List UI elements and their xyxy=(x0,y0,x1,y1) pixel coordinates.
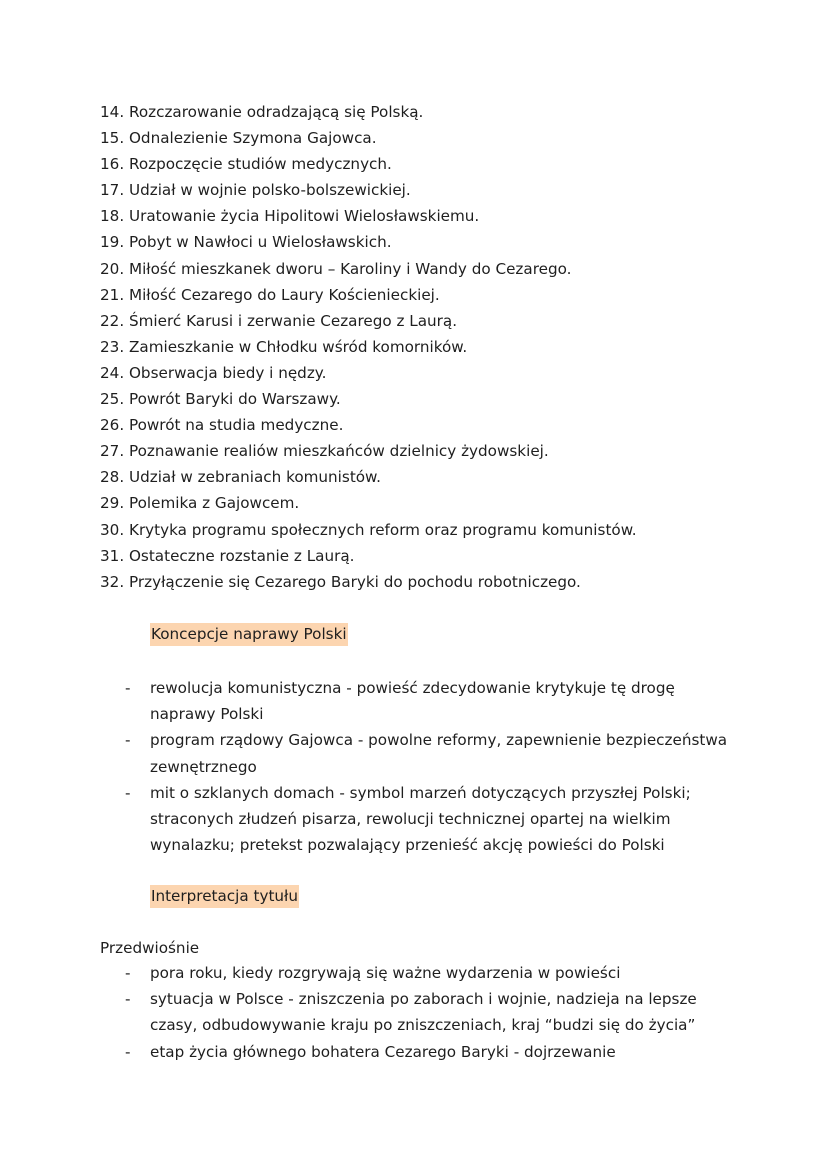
list-item: 17. Udział w wojnie polsko-bolszewickiej. xyxy=(100,181,411,200)
highlighted-heading-text: Koncepcje naprawy Polski xyxy=(150,623,348,646)
bullet-item xyxy=(0,780,730,859)
dash-bullet: - xyxy=(125,679,131,697)
list-item: 25. Powrót Baryki do Warszawy. xyxy=(100,390,341,409)
list-item: 15. Odnalezienie Szymona Gajowca. xyxy=(100,129,377,148)
bullet-item xyxy=(0,1039,730,1065)
list-item: 32. Przyłączenie się Cezarego Baryki do pochodu robotniczego. xyxy=(100,572,581,591)
dash-bullet: - xyxy=(125,783,131,802)
bullet-text: rewolucja komunistyczna - powieść zdecydowanie krytykuje tę drogę naprawy Polski xyxy=(150,679,675,724)
dash-bullet: - xyxy=(125,990,131,1009)
list-item: 24. Obserwacja biedy i nędzy. xyxy=(100,363,327,382)
list-item: 27. Poznawanie realiów mieszkańców dzielnicy żydowskiej. xyxy=(100,442,549,461)
list-item: 18. Uratowanie życia Hipolitowi Wielosławskiemu. xyxy=(100,207,480,226)
dash-bullet: - xyxy=(125,964,131,982)
section-heading-koncepcje xyxy=(150,621,348,647)
list-item: 31. Ostateczne rozstanie z Laurą. xyxy=(100,546,355,565)
list-item: 21. Miłość Cezarego do Laury Kościenieckiej. xyxy=(100,285,440,304)
events-list xyxy=(100,99,637,595)
bullet-item xyxy=(0,675,730,727)
list-item: 14. Rozczarowanie odradzającą się Polską. xyxy=(100,103,424,121)
list-item: 16. Rozpoczęcie studiów medycznych. xyxy=(100,155,392,174)
dash-bullet: - xyxy=(125,731,131,750)
list-item: 29. Polemika z Gajowcem. xyxy=(100,494,300,513)
highlighted-heading-text: Interpretacja tytułu xyxy=(150,885,299,908)
bullet-item xyxy=(0,960,730,986)
bullet-text: mit o szklanych domach - symbol marzeń dotyczących przyszłej Polski; straconych złudzeń pisarza, rewolucji technicznej opartej na wielkim wynalazku; pretekst pozwalający przenieść akcję powieści do Polski xyxy=(150,783,691,855)
bullet-text: pora roku, kiedy rozgrywają się ważne wydarzenia w powieści xyxy=(150,964,621,982)
section-heading-interpretacja xyxy=(150,883,299,909)
bullet-text: sytuacja w Polsce - zniszczenia po zaborach i wojnie, nadzieja na lepsze czasy, odbudowywanie kraju po zniszczeniach, kraj “budzi się do życia” xyxy=(150,990,697,1035)
list-item: 30. Krytyka programu społecznych reform oraz programu komunistów. xyxy=(100,520,637,539)
dash-bullet: - xyxy=(125,1042,131,1061)
bullet-item xyxy=(0,727,730,779)
bullet-text: etap życia głównego bohatera Cezarego Baryki - dojrzewanie xyxy=(150,1042,616,1061)
bullet-item xyxy=(0,986,730,1038)
list-item: 28. Udział w zebraniach komunistów. xyxy=(100,468,381,487)
term-label: Przedwiośnie xyxy=(100,939,200,957)
bullet-text: program rządowy Gajowca - powolne reformy, zapewnienie bezpieczeństwa zewnętrznego xyxy=(150,731,728,776)
list-item: 22. Śmierć Karusi i zerwanie Cezarego z Laurą. xyxy=(100,311,458,330)
list-item: 23. Zamieszkanie w Chłodku wśród komorników. xyxy=(100,337,468,356)
list-item: 19. Pobyt w Nawłoci u Wielosławskich. xyxy=(100,233,392,252)
list-item: 20. Miłość mieszkanek dworu – Karoliny i Wandy do Cezarego. xyxy=(100,259,572,278)
koncepcje-list xyxy=(0,675,730,858)
interpretacja-list xyxy=(0,960,730,1065)
list-item: 26. Powrót na studia medyczne. xyxy=(100,416,344,435)
